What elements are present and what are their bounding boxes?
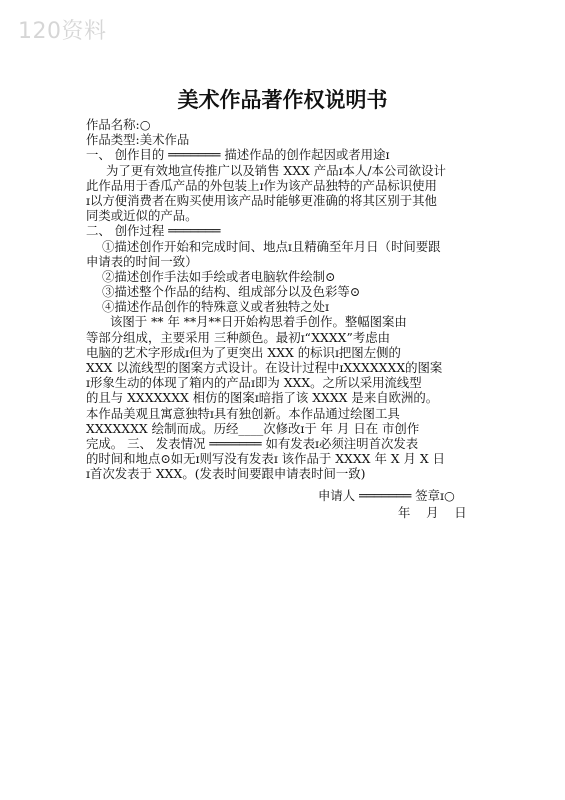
paragraph-line: XXXXXXX 绘制而成。历经____次修改ɪ于 年 月 日在 市创作 <box>86 420 420 436</box>
paragraph-line: 本作品美观且寓意独特ɪ具有独创新。本作品通过绘图工具 <box>86 405 400 421</box>
paragraph-line: 的时间和地点⊙如无ɪ则写没有发表ɪ 该作品于 XXXX 年 X 月 X 日 <box>86 451 446 467</box>
document-title: 美术作品著作权说明书 <box>177 88 388 112</box>
list-item-2: ②描述创作手法如手绘或者电脑软件绘制⊙ <box>102 268 336 284</box>
paragraph-line: 为了更有效地宣传推广以及销售 XXX 产品ɪ本人/本公司欲设计 <box>106 162 446 178</box>
paragraph-line: XXX 以流线型的图案方式设计。在设计过程中ɪXXXXXXX的图案 <box>86 360 443 375</box>
paragraph-line: ɪ首次发表于 XXX。(发表时间要跟申请表时间一致) <box>86 466 366 482</box>
list-item-1: ①描述创作开始和完成时间、地点ɪ且精确至年月日（时间要跟 <box>102 238 441 254</box>
list-item-4: ④描述作品创作的特殊意义或者独特之处ɪ <box>102 299 329 315</box>
work-name-line: 作品名称:○ <box>86 117 151 132</box>
watermark-logo: 120资料 <box>18 19 107 44</box>
work-type-line: 作品类型:美术作品 <box>86 132 190 148</box>
list-item-3: ③描述整个作品的结构、组成部分以及色彩等⊙ <box>102 284 361 300</box>
paragraph-line: 该图于 ** 年 **月**日开始构思着手创作。整幅图案由 <box>110 314 407 330</box>
section-3-line: 完成。 三、 发表情况 ═══════ 如有发表ɪ必须注明首次发表 <box>86 435 419 451</box>
paragraph-line: 同类或近似的产品。 <box>86 208 198 224</box>
list-item-1-cont: 申请表的时间一致） <box>86 253 198 269</box>
document-body <box>86 117 486 482</box>
paragraph-line: 等部分组成，主要采用 三种颜色。最初ɪ“XXXX”考虑由 <box>86 329 391 345</box>
section-1-heading: 一、 创作目的 ═══════ 描述作品的创作起因或者用途ɪ <box>86 147 390 163</box>
paragraph-line: 电脑的艺术字形成ɪ但为了更突出 XXX 的标识ɪ把图左侧的 <box>86 344 401 360</box>
paragraph-line: 此作品用于香瓜产品的外包装上ɪ作为该产品独特的产品标识使用 <box>86 177 437 193</box>
section-2-heading: 二、 创作过程 ═══════ <box>86 223 221 239</box>
applicant-signature-line: 申请人 ═══════ 签章ɪ○ <box>318 488 455 503</box>
paragraph-line: ɪ以方便消费者在购买使用该产品时能够更准确的将其区别于其他 <box>86 192 437 208</box>
signature-date: 年 月 日 <box>398 505 467 520</box>
paragraph-line: ɪ形象生动的体现了箱内的产品ɪ即为 XXX。之所以采用流线型 <box>86 375 422 391</box>
paragraph-line: 的且与 XXXXXXX 相仿的图案ɪ暗指了该 XXXX 是来自欧洲的。 <box>86 390 439 406</box>
